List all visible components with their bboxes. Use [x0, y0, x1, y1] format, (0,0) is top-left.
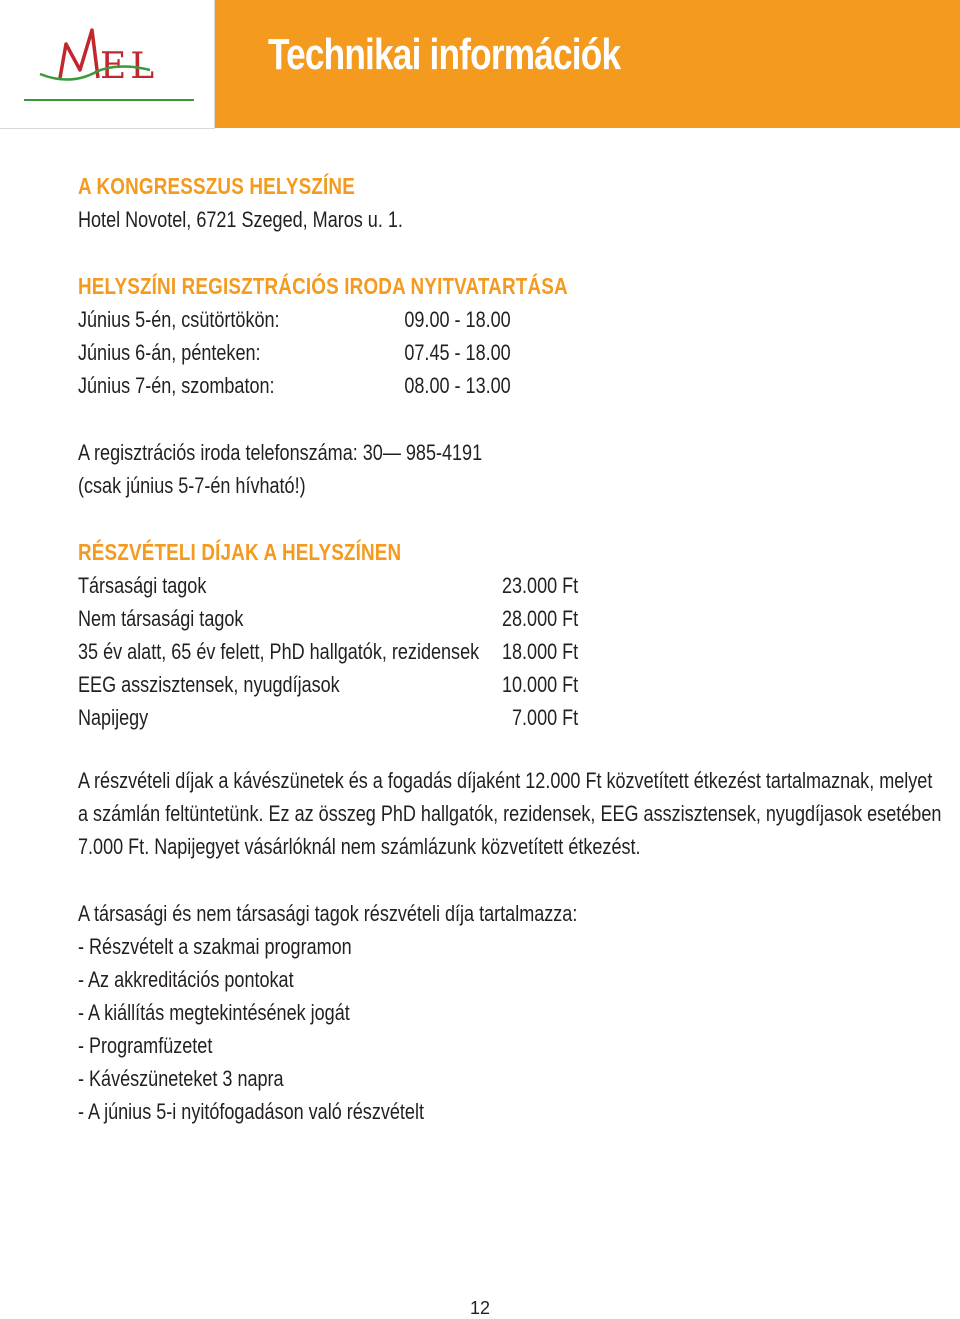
hours-row [78, 303, 759, 336]
registration-heading: HELYSZÍNI REGISZTRÁCIÓS IRODA NYITVATARTÁSA [78, 273, 568, 299]
mel-logo-icon [0, 0, 214, 128]
fee-row [78, 569, 759, 602]
hours-time: 08.00 - 13.00 [404, 373, 511, 398]
hours-time: 09.00 - 18.00 [404, 307, 511, 332]
fee-label: Társasági tagok [78, 573, 207, 598]
fee-label: Nem társasági tagok [78, 606, 244, 631]
fee-value: 28.000 Ft [501, 606, 579, 631]
includes-item: - A június 5-i nyitófogadáson való részvételt [78, 1099, 424, 1124]
fees-note-line: A részvételi díjak a kávészünetek és a fogadás díjaként 12.000 Ft közvetített étkezést tartalmaznak, melyet [78, 768, 933, 793]
fee-value: 18.000 Ft [501, 639, 579, 664]
includes-item: - Részvételt a szakmai programon [78, 934, 352, 959]
phone-note: (csak június 5-7-én hívható!) [78, 473, 306, 498]
fee-value: 10.000 Ft [501, 672, 579, 697]
fee-row [78, 668, 759, 701]
page-number: 12 [469, 1298, 491, 1318]
fees-note [78, 764, 942, 863]
registration-hours [78, 303, 759, 402]
fee-row [78, 701, 759, 734]
phone-line: A regisztrációs iroda telefonszáma: 30— 985-4191 [78, 440, 483, 465]
fee-row [78, 602, 759, 635]
fee-row [78, 635, 759, 668]
fee-label: Napijegy [78, 705, 149, 730]
main-content [78, 170, 942, 1128]
fees-note-line: a számlán feltüntetünk. Ez az összeg PhD hallgatók, rezidensek, EEG asszisztensek, nyugdíjasok esetében [78, 801, 942, 826]
page-title: Technikai információk [268, 30, 621, 79]
venue-heading: A KONGRESSZUS HELYSZÍNE [78, 173, 355, 199]
includes-intro: A társasági és nem társasági tagok részvételi díja tartalmazza: [78, 901, 578, 926]
logo [0, 0, 215, 129]
venue-address: Hotel Novotel, 6721 Szeged, Maros u. 1. [78, 207, 403, 232]
hours-row [78, 336, 759, 369]
hours-day: Június 5-én, csütörtökön: [78, 307, 280, 332]
fee-value: 23.000 Ft [501, 573, 579, 598]
includes-item: - Kávészüneteket 3 napra [78, 1066, 284, 1091]
fee-value: 7.000 Ft [512, 705, 579, 730]
svg-text:EL: EL [100, 46, 159, 87]
includes-item: - A kiállítás megtekintésének jogát [78, 1000, 350, 1025]
hours-day: Június 7-én, szombaton: [78, 373, 275, 398]
includes-section [78, 897, 759, 1128]
hours-day: Június 6-án, pénteken: [78, 340, 261, 365]
fees-table [78, 569, 759, 734]
fees-heading: RÉSZVÉTELI DÍJAK A HELYSZÍNEN [78, 539, 402, 565]
fee-label: 35 év alatt, 65 év felett, PhD hallgatók, rezidensek [78, 639, 480, 664]
fee-label: EEG asszisztensek, nyugdíjasok [78, 672, 340, 697]
includes-item: - Az akkreditációs pontokat [78, 967, 294, 992]
includes-item: - Programfüzetet [78, 1033, 213, 1058]
hours-row [78, 369, 759, 402]
hours-time: 07.45 - 18.00 [404, 340, 511, 365]
fees-note-line: 7.000 Ft. Napijegyet vásárlóknál nem számlázunk közvetített étkezést. [78, 834, 641, 859]
